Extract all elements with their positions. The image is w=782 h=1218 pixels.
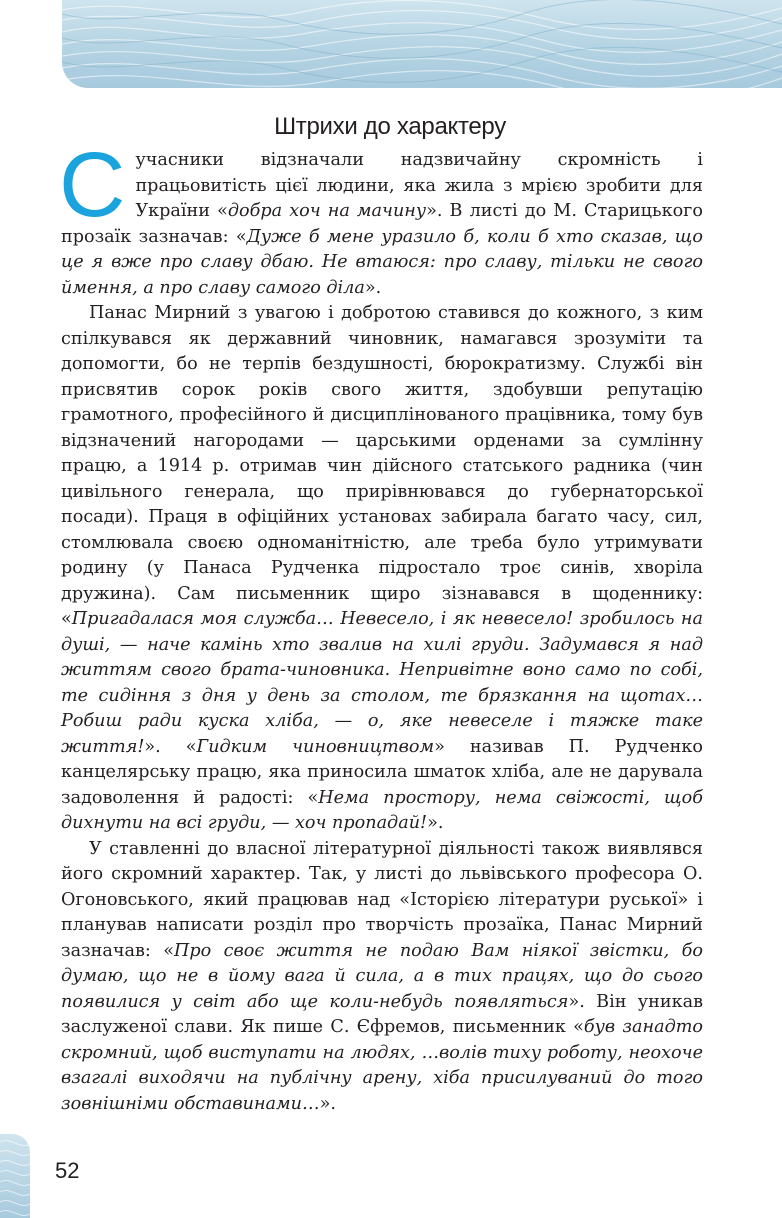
text-segment: » називав П. Рудченко канцелярську працю, яка приносила шматок хліба, але не дарувала задоволення й радості: «: [61, 736, 703, 808]
quote-segment: Про своє життя не подаю Вам ніякої звістки, бо думаю, що не в йому вага й сила, а в тих працях, що до сього появилися у світ або ще коли-небудь появляться: [61, 940, 703, 1012]
text-segment: ».: [364, 277, 382, 298]
wave-pattern: [62, 0, 782, 88]
text-segment: У ставленні до власної літературної діяльності також виявлявся його скромний характер. Так, у листі до львівського професора О. Огоновського, який працював над «Історією літератури руської» і планував написати розділ про творчість прозаїка, Панас Мирний зазначав: «: [61, 838, 703, 961]
text-segment: ». В листі до М. Старицького прозаїк зазначав: «: [61, 201, 703, 247]
paragraph-2: [61, 301, 703, 837]
text-segment: ». Він уникав заслуженої слави. Як пише С. Єфремов, письменник «: [61, 991, 703, 1037]
paragraph-3: [61, 837, 703, 1118]
quote-segment: Нема простору, нема свіжості, щоб дихнути на всі груди, — хоч пропадай!: [61, 787, 703, 833]
quote-segment: Дуже б мене уразило б, коли б хто сказав, що це я вже про славу дбаю. Не втаюся: про славу, тільки не свого ймення, а про славу самого діла: [61, 226, 703, 298]
quote-segment: був занадто скромний, щоб виступати на людях, …волів тиху роботу, неохоче взагалі виходячи на публічну арену, хіба присилуваний до того зовнішніми обставинами…: [61, 1017, 703, 1114]
text-segment: Панас Мирний з увагою і добротою ставився до кожного, з ким спілкувався як державний чиновник, намагався зрозуміти та допомогти, бо не терпів бездушності, бюрократизму. Службі він присвятив сорок років свого життя, здобувши репутацію грамотного, професійного й дисциплінованого працівника, тому був відзначений нагородами — царськими орденами за сумлінну працю, а 1914 р. отримав чин дійсного статського радника (чин цивільного генерала, що прирівнювався до губернаторської посади). Праця в офіційних установах забирала багато часу, сил, стомлювала своєю одноманітністю, але треба було утримувати родину (у Панаса Рудченка підростало троє синів, хворіла дружина). Сам письменник щиро зізнавався в щоденнику: «: [61, 303, 703, 629]
page-number: 52: [55, 1158, 80, 1183]
text-segment: учасники відзначали надзвичайну скромність і працьовитість цієї людини, яка жила з мрією зробити для України «: [135, 150, 703, 221]
header-decorative-banner: [62, 0, 782, 88]
text-segment: ».: [427, 813, 444, 833]
quote-segment: добра хоч на мачину: [227, 201, 427, 221]
quote-segment: Пригадалася моя служба… Невесело, і як невесело! зробилось на душі, — наче камінь хто звалив на хилі груди. Задумався я над життям свого брата-чиновника. Непривітне воно само по собі, те сидіння з дня у день за столом, те брязкання на щотах… Робиш ради куска хліба, — о, яке невеселе і тяжке таке життя!: [61, 609, 703, 757]
body-text: [59, 134, 703, 1117]
paragraph-1: [59, 134, 703, 301]
drop-cap: С: [59, 134, 126, 236]
text-segment: ».: [319, 1093, 336, 1114]
text-segment: ». «: [144, 736, 197, 757]
wave-pattern: [0, 1134, 30, 1218]
footer-decorative-corner: [0, 1134, 30, 1218]
section-title: Штрихи до характеру: [274, 113, 506, 140]
quote-segment: Гидким чиновництвом: [196, 736, 435, 757]
